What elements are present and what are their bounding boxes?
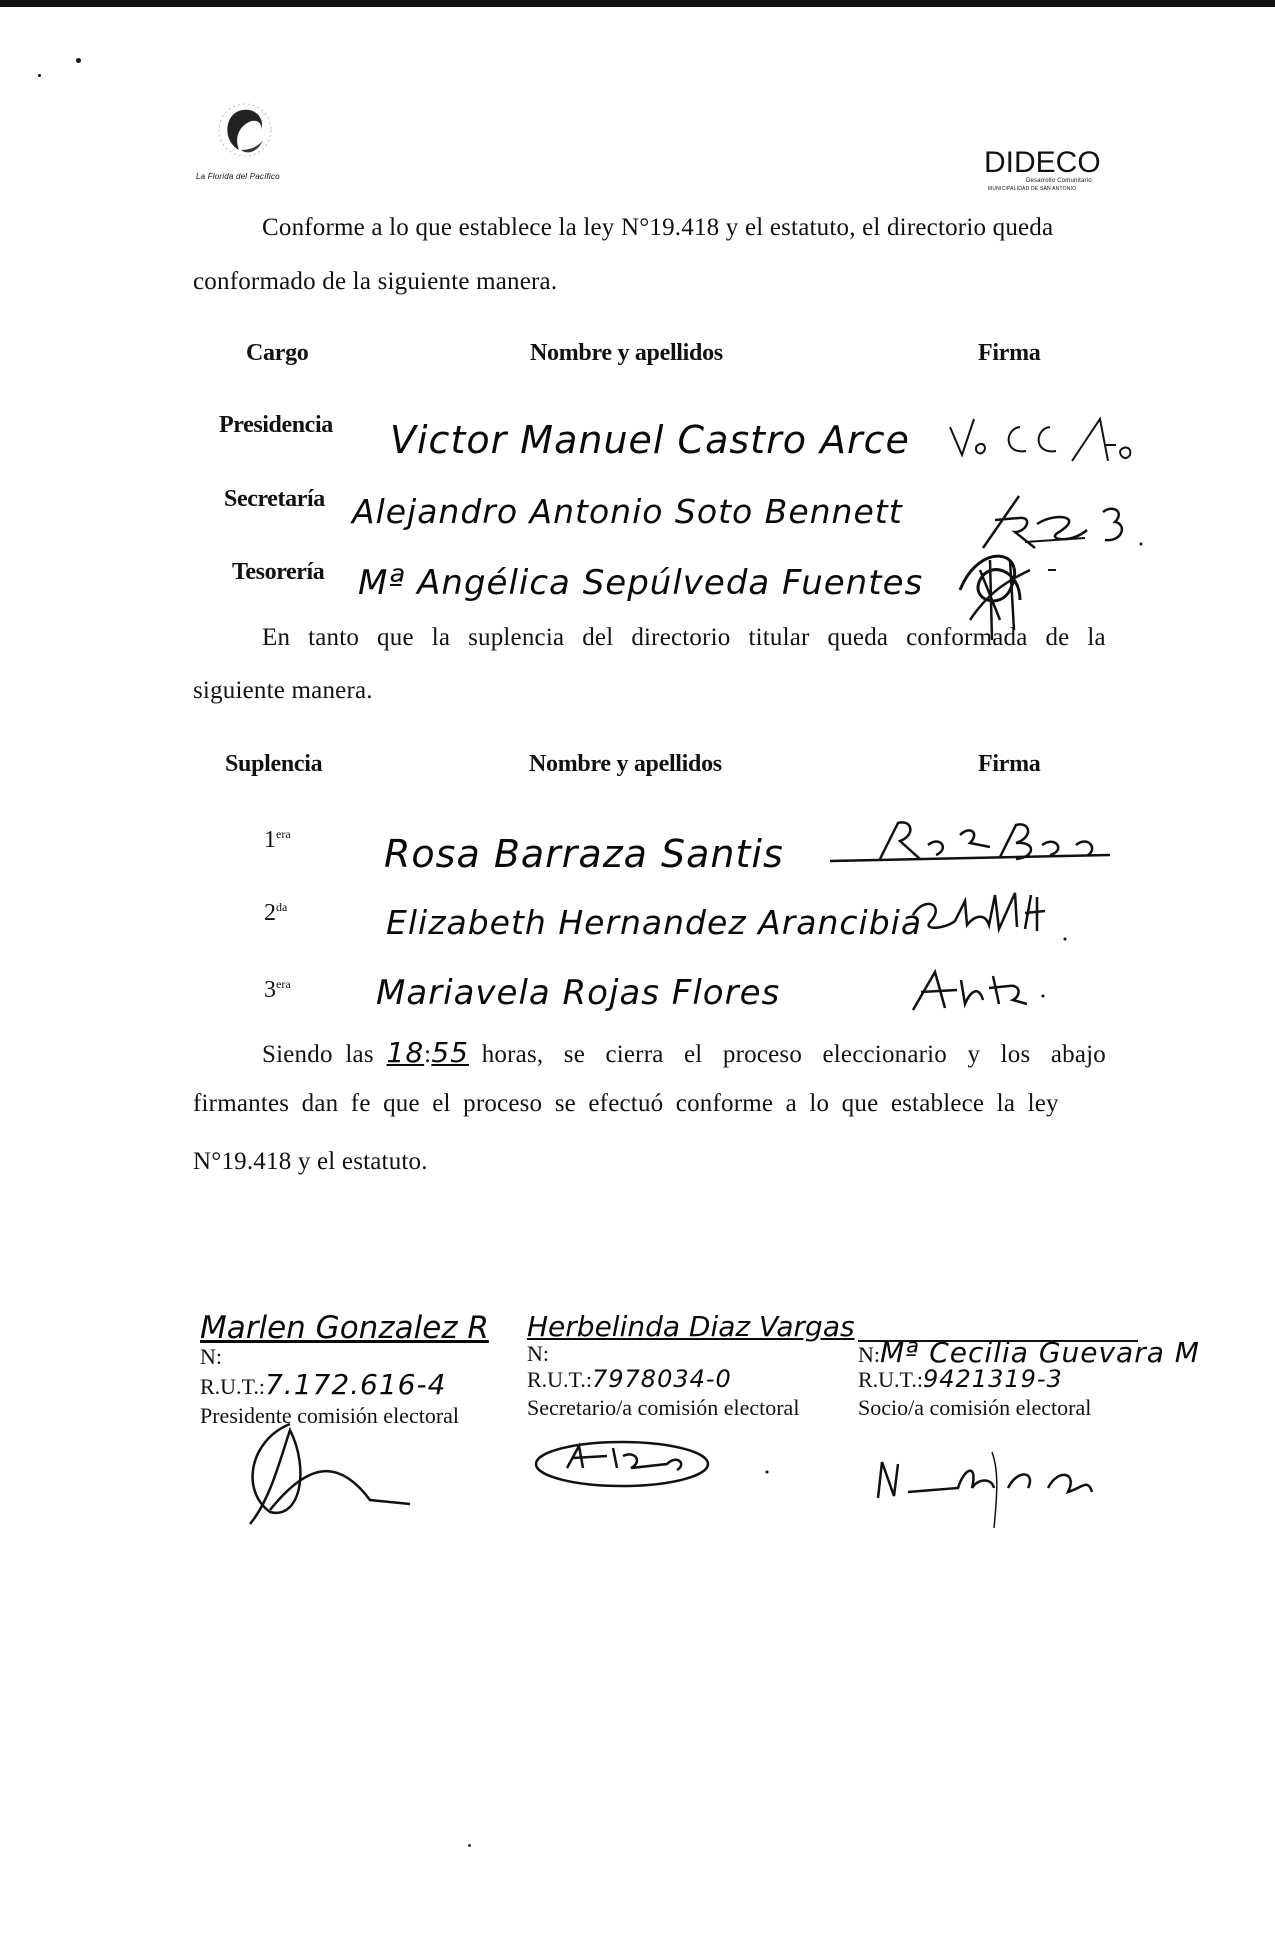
top-border xyxy=(0,0,1275,7)
stray-mark-top-2 xyxy=(38,74,41,77)
w-queda: queda xyxy=(827,624,889,651)
firma-suplente-2 xyxy=(905,885,1085,945)
suplencia-intro-line-1 xyxy=(262,624,1106,652)
comision-1-signature xyxy=(230,1420,450,1530)
comision-3-rut-value: 9421319-3 xyxy=(922,1365,1063,1393)
w-en: En xyxy=(262,624,291,651)
stray-mark-top xyxy=(76,58,81,63)
municipal-logo-text: La Florida del Pacífico xyxy=(196,172,280,181)
comision-2-role: Secretario/a comisión electoral xyxy=(527,1395,800,1420)
nombre-tesoreria: Mª Angélica Sepúlveda Fuentes xyxy=(358,563,924,603)
w-la2: la xyxy=(1087,624,1106,651)
suplencia-num-1 xyxy=(264,827,291,854)
firma-presidencia xyxy=(940,405,1170,470)
comision-1-rut-label: R.U.T.: xyxy=(200,1374,265,1399)
intro-line-1: Conforme a lo que establece la ley N°19.418 y el estatuto, el directorio queda xyxy=(262,214,1054,241)
sup-2: da xyxy=(276,900,288,914)
stray-mark xyxy=(468,1844,471,1847)
comision-1-name: Marlen Gonzalez R xyxy=(200,1310,489,1346)
w-suplencia: suplencia xyxy=(468,624,565,651)
comision-1-rut xyxy=(200,1368,500,1401)
col-nombre: Nombre y apellidos xyxy=(530,340,723,366)
suplencia-num-3 xyxy=(264,977,291,1004)
intro-line-2: conformado de la siguiente manera. xyxy=(193,268,558,295)
w-que: que xyxy=(377,624,414,651)
comision-block-1 xyxy=(200,1310,500,1429)
cargo-presidencia: Presidencia xyxy=(219,412,333,438)
comision-1-n-label: N: xyxy=(200,1344,222,1369)
num-2: 2 xyxy=(264,900,276,926)
comision-block-2 xyxy=(527,1310,857,1421)
w-siendo: Siendo xyxy=(262,1041,333,1068)
dideco-logo: DIDECO xyxy=(984,146,1101,179)
suplencia-num-2 xyxy=(264,900,287,927)
closing-time xyxy=(387,1036,469,1069)
comision-1-role: Presidente comisión electoral xyxy=(200,1403,460,1428)
col-firma: Firma xyxy=(978,340,1041,366)
closing-rest: horas, se cierra el proceso eleccionario y los abajo xyxy=(481,1041,1106,1068)
w-titular: titular xyxy=(748,624,810,651)
w-conformada: conformada xyxy=(906,624,1028,651)
suplencia-intro-line-2: siguiente manera. xyxy=(193,677,373,704)
dideco-subtitle-2: MUNICIPALIDAD DE SAN ANTONIO xyxy=(988,186,1077,192)
comision-2-signature xyxy=(527,1428,787,1518)
comision-2-n-label: N: xyxy=(527,1341,549,1366)
w-las: las xyxy=(345,1041,374,1068)
closing-line-2: firmantes dan fe que el proceso se efectuó conforme a lo que establece la ley xyxy=(193,1090,1059,1117)
comision-3-role: Socio/a comisión electoral xyxy=(858,1395,1092,1420)
num-1: 1 xyxy=(264,827,276,853)
dideco-subtitle-1: Desarrollo Comunitario xyxy=(1026,178,1092,184)
comision-2-rut-value: 7978034-0 xyxy=(591,1365,732,1393)
comision-block-3 xyxy=(858,1336,1218,1421)
municipal-logo xyxy=(205,100,295,170)
w-directorio: directorio xyxy=(631,624,731,651)
sup-3: era xyxy=(276,977,291,991)
firma-suplente-3 xyxy=(905,960,1075,1020)
num-3: 3 xyxy=(264,977,276,1003)
comision-3-n-label: N: xyxy=(858,1342,880,1367)
cargo-tesoreria: Tesorería xyxy=(232,559,325,585)
col-nombre-suplencia: Nombre y apellidos xyxy=(529,751,722,777)
w-de: de xyxy=(1045,624,1070,651)
closing-colon: : xyxy=(424,1041,432,1068)
sup-1: era xyxy=(276,827,291,841)
w-la: la xyxy=(431,624,451,651)
comision-1-rut-value: 7.172.616-4 xyxy=(264,1368,447,1401)
nombre-suplente-2: Elizabeth Hernandez Arancibia xyxy=(386,903,923,942)
nombre-suplente-3: Mariavela Rojas Flores xyxy=(376,973,781,1013)
col-cargo: Cargo xyxy=(246,340,309,366)
closing-minutes: 55 xyxy=(431,1036,469,1069)
col-suplencia: Suplencia xyxy=(225,751,323,777)
nombre-suplente-1: Rosa Barraza Santis xyxy=(384,832,784,876)
municipal-logo-icon xyxy=(205,100,295,170)
comision-2-name: Herbelinda Diaz Vargas xyxy=(527,1310,855,1343)
comision-2-rut xyxy=(527,1365,857,1393)
comision-3-rut xyxy=(858,1365,1218,1393)
closing-hour: 18 xyxy=(386,1036,425,1069)
closing-line-1 xyxy=(262,1036,1106,1069)
nombre-presidencia: Victor Manuel Castro Arce xyxy=(390,418,910,462)
firma-suplente-1 xyxy=(820,815,1120,875)
w-tanto: tanto xyxy=(308,624,360,651)
comision-3-n-value: Mª Cecilia Guevara M xyxy=(880,1336,1200,1369)
closing-line-3: N°19.418 y el estatuto. xyxy=(193,1148,428,1175)
comision-2-rut-label: R.U.T.: xyxy=(527,1367,592,1392)
cargo-secretaria: Secretaría xyxy=(224,486,325,512)
comision-3-rut-label: R.U.T.: xyxy=(858,1367,923,1392)
w-del: del xyxy=(582,624,614,651)
nombre-secretaria: Alejandro Antonio Soto Bennett xyxy=(352,492,903,531)
col-firma-suplencia: Firma xyxy=(978,751,1041,777)
comision-3-signature xyxy=(868,1448,1168,1528)
